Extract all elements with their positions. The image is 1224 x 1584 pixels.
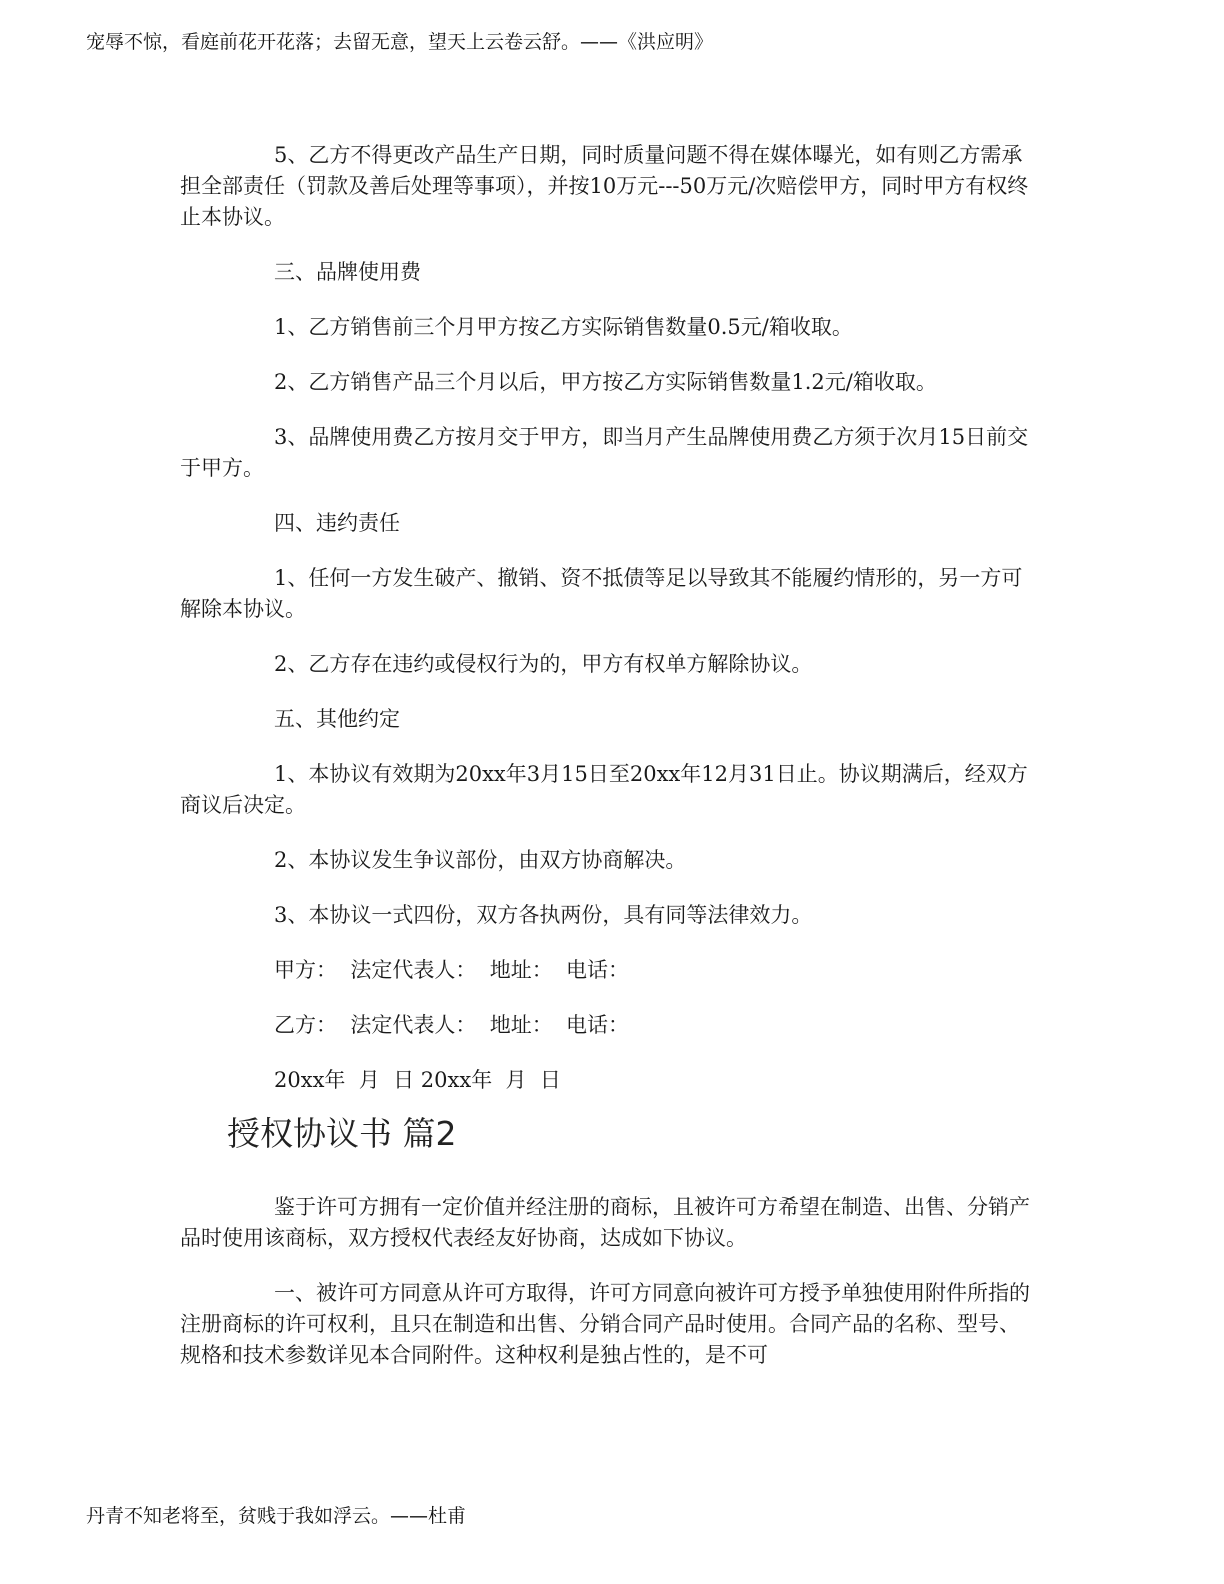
section-5-item-2: 2、本协议发生争议部份，由双方协商解决。 <box>274 848 687 872</box>
header-quote: 宠辱不惊，看庭前花开花落；去留无意，望天上云卷云舒。——《洪应明》 <box>86 31 714 53</box>
date-line: 20xx年 月 日 20xx年 月 日 <box>274 1068 561 1092</box>
section-5-item-1: 1、本协议有效期为20xx年3月15日至20xx年12月31日止。协议期满后，经双方商议后决定。 <box>180 762 1028 817</box>
section-3-item-1: 1、乙方销售前三个月甲方按乙方实际销售数量0.5元/箱收取。 <box>274 315 853 339</box>
clause-5: 5、乙方不得更改产品生产日期，同时质量问题不得在媒体曝光，如有则乙方需承担全部责任（罚款及善后处理等事项），并按10万元---50万元/次赔偿甲方，同时甲方有权终止本协议。 <box>180 143 1029 229</box>
party-a-signature-line: 甲方： 法定代表人： 地址： 电话： <box>274 958 630 982</box>
section-5-heading: 五、其他约定 <box>274 707 400 731</box>
section-5-item-3: 3、本协议一式四份，双方各执两份，具有同等法律效力。 <box>274 903 813 927</box>
party-b-signature-line: 乙方： 法定代表人： 地址： 电话： <box>274 1013 630 1037</box>
part-2-clause-1: 一、被许可方同意从许可方取得，许可方同意向被许可方授予单独使用附件所指的注册商标的许可权利，且只在制造和出售、分销合同产品时使用。合同产品的名称、型号、规格和技术参数详见本合同附件。这种权利是独占性的，是不可 <box>180 1281 1030 1367</box>
section-3-item-3: 3、品牌使用费乙方按月交于甲方，即当月产生品牌使用费乙方须于次月15日前交于甲方。 <box>180 425 1029 480</box>
section-4-heading: 四、违约责任 <box>274 511 400 535</box>
section-title-2: 授权协议书 篇2 <box>227 1114 457 1153</box>
section-4-item-2: 2、乙方存在违约或侵权行为的，甲方有权单方解除协议。 <box>274 652 813 676</box>
section-3-heading: 三、品牌使用费 <box>274 260 421 284</box>
document-body <box>180 140 1040 1395</box>
part-2-intro: 鉴于许可方拥有一定价值并经注册的商标，且被许可方希望在制造、出售、分销产品时使用该商标，双方授权代表经友好协商，达成如下协议。 <box>180 1195 1030 1250</box>
section-4-item-1: 1、任何一方发生破产、撤销、资不抵债等足以导致其不能履约情形的，另一方可解除本协议。 <box>180 566 1023 621</box>
footer-quote: 丹青不知老将至，贫贱于我如浮云。——杜甫 <box>86 1505 467 1527</box>
section-3-item-2: 2、乙方销售产品三个月以后，甲方按乙方实际销售数量1.2元/箱收取。 <box>274 370 937 394</box>
